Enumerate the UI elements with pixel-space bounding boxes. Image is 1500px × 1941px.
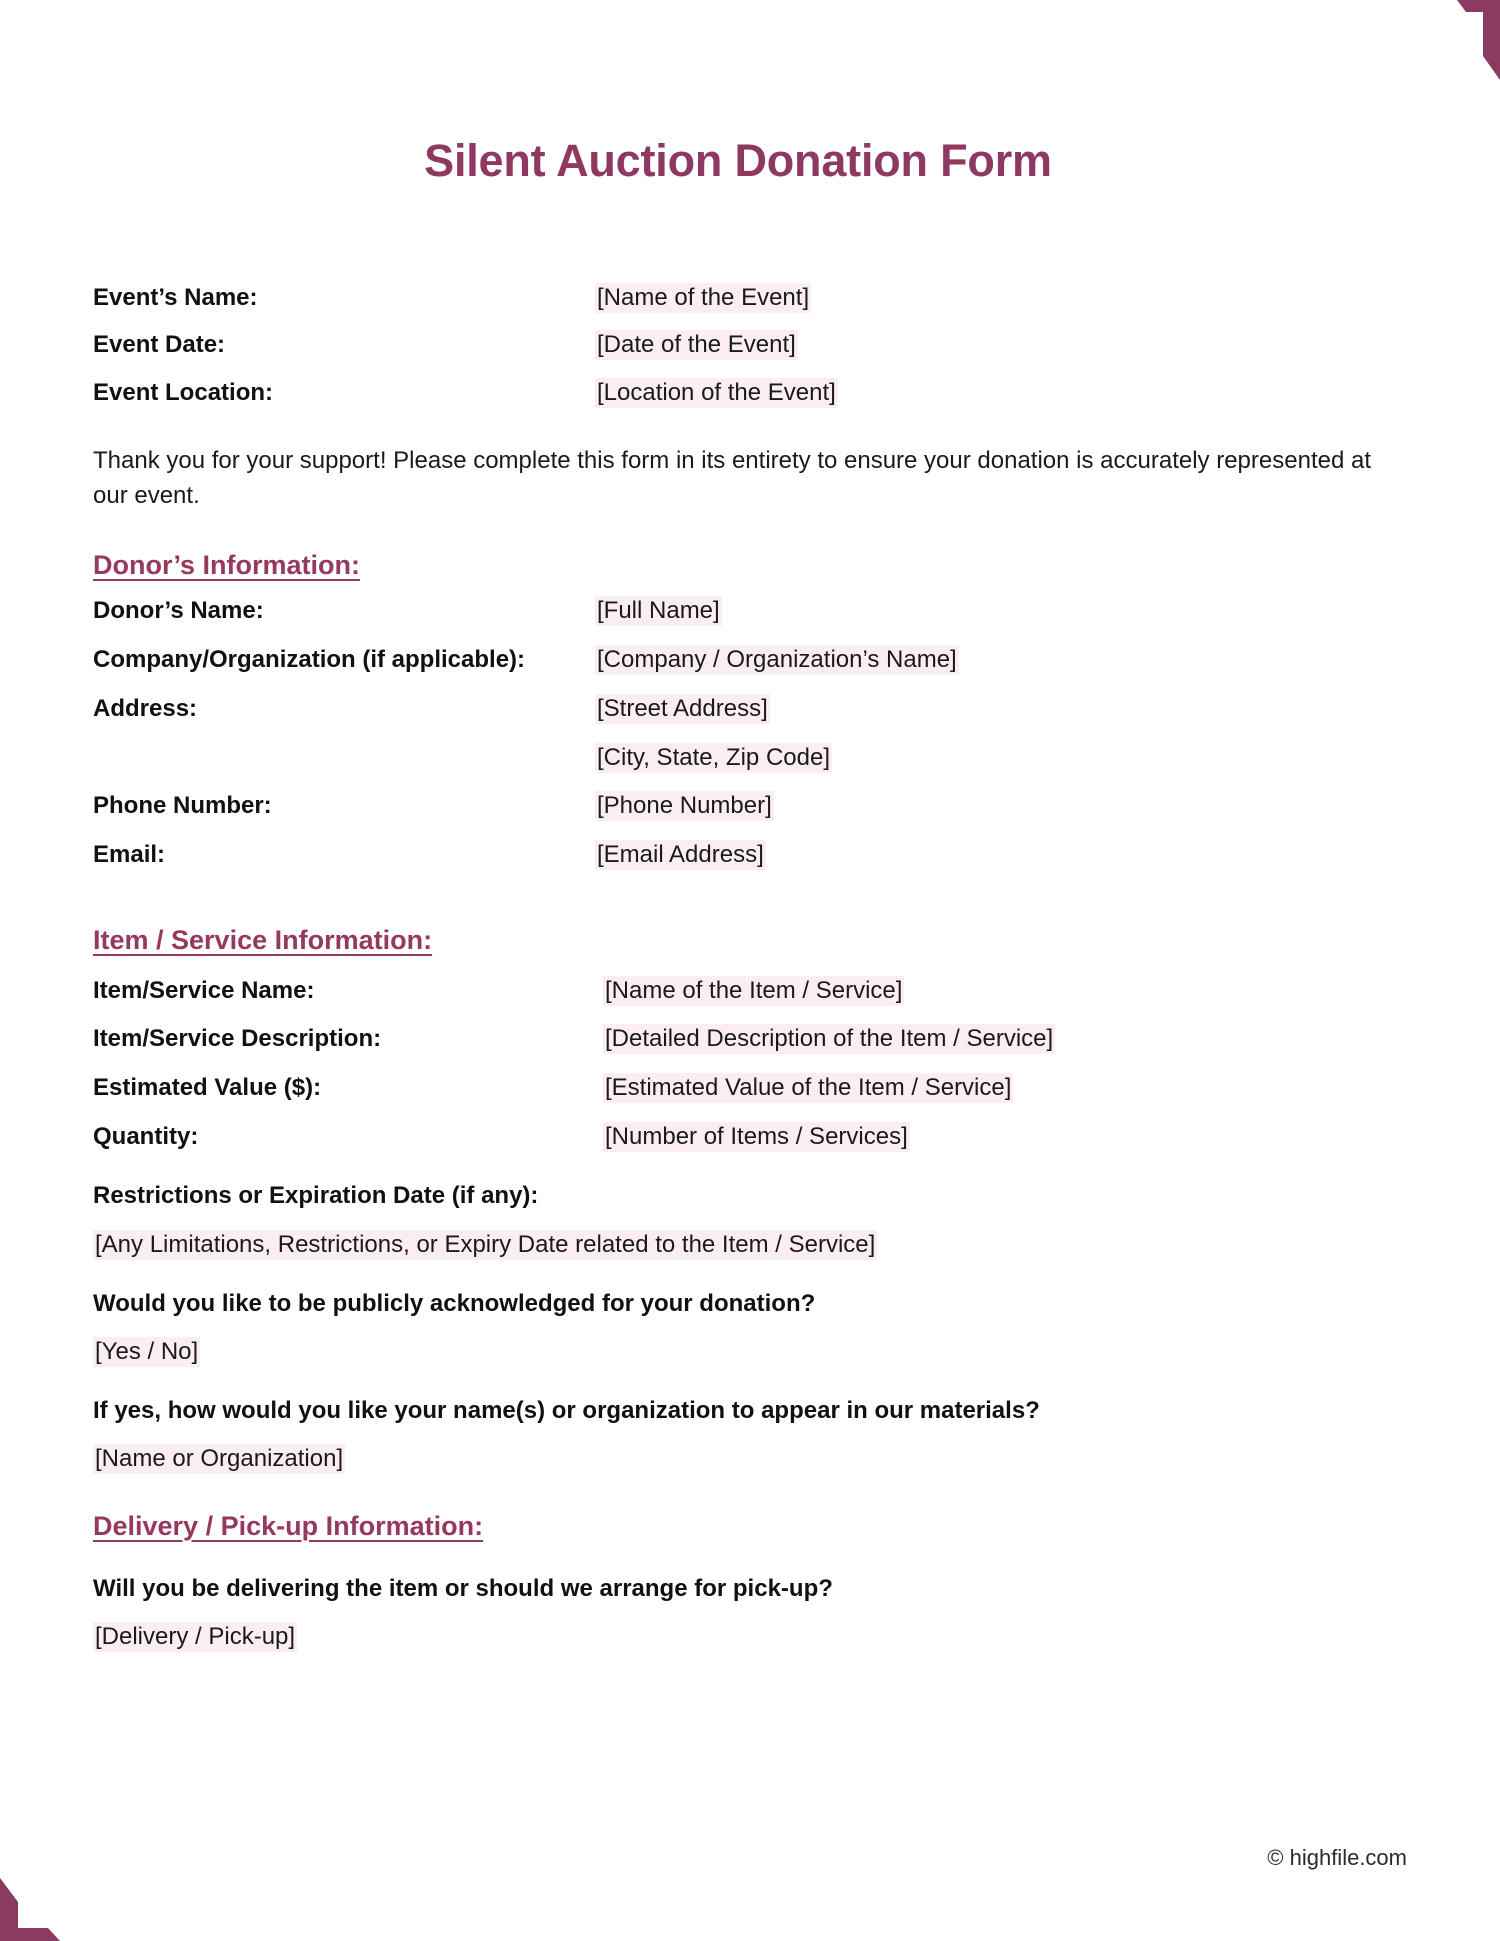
event-details-block [93,283,1383,409]
name-appearance-question-group [93,1395,1383,1474]
item-name-label: Item/Service Name: [93,976,315,1004]
event-name-label: Event’s Name: [93,283,258,311]
donor-name-value[interactable]: [Full Name] [597,597,720,625]
event-date-label: Event Date: [93,331,226,359]
item-section-heading: Item / Service Information: [93,924,433,955]
item-section-heading-wrap [93,889,1383,972]
intro-paragraph: Thank you for your support! Please complete this form in its entirety to ensure your donation is accurately represented at our event. [93,446,1371,510]
donor-address-label: Address: [93,694,198,722]
item-description-row [93,1024,1383,1055]
donor-company-label: Company/Organization (if applicable): [93,646,526,674]
item-quantity-value[interactable]: [Number of Items / Services] [605,1122,908,1150]
delivery-section-heading: Delivery / Pick-up Information: [93,1510,484,1541]
corner-decoration-bottom-left [0,1856,95,1941]
donor-information-block [93,596,1383,870]
donor-email-label: Email: [93,841,166,869]
event-date-row [93,330,1383,361]
footer-copyright: © highfile.com [1267,1845,1407,1870]
restrictions-question-group [93,1180,1383,1259]
event-name-value[interactable]: [Name of the Event] [597,283,810,311]
event-location-value[interactable]: [Location of the Event] [597,378,836,406]
document-content [93,0,1383,1653]
donor-city-state-zip-row [93,743,1383,774]
delivery-question-label: Will you be delivering the item or should we arrange for pick-up? [93,1575,833,1603]
donor-city-state-zip-value[interactable]: [City, State, Zip Code] [597,743,830,771]
donor-phone-row [93,791,1383,822]
donor-phone-value[interactable]: [Phone Number] [597,792,772,820]
corner-decoration-top-right [1405,0,1500,80]
item-name-value[interactable]: [Name of the Item / Service] [605,976,903,1004]
donor-company-value[interactable]: [Company / Organization’s Name] [597,646,957,674]
item-estimated-value-row [93,1073,1383,1104]
delivery-answer[interactable]: [Delivery / Pick-up] [95,1623,296,1651]
donor-section-heading: Donor’s Information: [93,549,360,580]
name-appearance-question-label: If yes, how would you like your name(s) or organization to appear in our materials? [93,1397,1040,1425]
donor-email-value[interactable]: [Email Address] [597,841,764,869]
event-name-row [93,283,1383,314]
restrictions-question-label: Restrictions or Expiration Date (if any): [93,1182,539,1210]
donor-section-heading-wrap [93,514,1383,597]
item-estimated-value-value[interactable]: [Estimated Value of the Item / Service] [605,1073,1012,1101]
acknowledgement-question-group [93,1288,1383,1367]
event-date-value[interactable]: [Date of the Event] [597,331,796,359]
event-location-label: Event Location: [93,378,274,406]
donor-email-row [93,840,1383,871]
name-appearance-answer[interactable]: [Name or Organization] [95,1445,344,1473]
item-quantity-label: Quantity: [93,1122,199,1150]
item-name-row [93,976,1383,1007]
restrictions-answer[interactable]: [Any Limitations, Restrictions, or Expiry Date related to the Item / Service] [95,1230,876,1258]
item-description-label: Item/Service Description: [93,1025,382,1053]
item-estimated-value-label: Estimated Value ($): [93,1073,322,1101]
donor-street-address-value[interactable]: [Street Address] [597,694,768,722]
acknowledgement-question-label: Would you like to be publicly acknowledged for your donation? [93,1289,816,1317]
donor-company-row [93,645,1383,676]
donor-address-row [93,694,1383,725]
acknowledgement-answer[interactable]: [Yes / No] [95,1337,199,1365]
page-title: Silent Auction Donation Form [424,135,1052,186]
donor-name-row [93,596,1383,627]
donor-name-label: Donor’s Name: [93,597,264,625]
item-description-value[interactable]: [Detailed Description of the Item / Service] [605,1025,1054,1053]
donor-phone-label: Phone Number: [93,792,272,820]
delivery-section-heading-wrap [93,1475,1383,1558]
item-service-block [93,976,1383,1153]
event-location-row [93,378,1383,409]
item-quantity-row [93,1122,1383,1153]
delivery-question-group [93,1573,1383,1652]
